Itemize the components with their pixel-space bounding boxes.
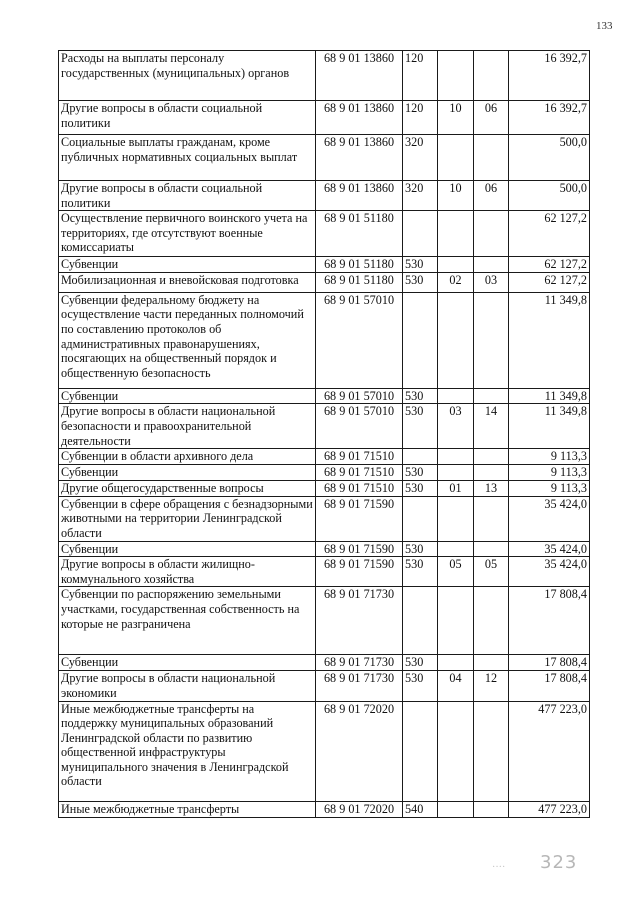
row-vr: 120 [403, 101, 438, 135]
row-rz [438, 51, 474, 101]
table-row [59, 272, 590, 292]
row-name: Другие общегосударственные вопросы [59, 480, 316, 496]
table-row [59, 101, 590, 135]
row-vr: 320 [403, 135, 438, 181]
row-code: 68 9 01 71590 [316, 557, 403, 587]
row-code: 68 9 01 57010 [316, 292, 403, 388]
row-name: Субвенции [59, 655, 316, 671]
row-code: 68 9 01 13860 [316, 101, 403, 135]
row-name: Субвенции федеральному бюджету на осуществление части переданных полномочий по составлению протоколов об административных правонарушениях, посягающих на общественный порядок и общественную безопасность [59, 292, 316, 388]
table-row [59, 388, 590, 404]
row-name: Субвенции [59, 464, 316, 480]
row-sum: 500,0 [509, 181, 590, 211]
stamp-mark: ···· [492, 862, 506, 873]
row-pr [474, 292, 509, 388]
row-code: 68 9 01 51180 [316, 272, 403, 292]
row-vr: 540 [403, 801, 438, 817]
row-sum: 477 223,0 [509, 801, 590, 817]
row-sum: 11 349,8 [509, 404, 590, 449]
row-sum: 17 808,4 [509, 587, 590, 655]
row-sum: 9 113,3 [509, 464, 590, 480]
row-name: Субвенции в области архивного дела [59, 449, 316, 465]
row-sum: 62 127,2 [509, 257, 590, 273]
row-name: Другие вопросы в области социальной политики [59, 181, 316, 211]
row-name: Субвенции по распоряжению земельными участками, государственная собственность на которые не разграничена [59, 587, 316, 655]
row-pr [474, 449, 509, 465]
row-sum: 35 424,0 [509, 541, 590, 557]
table-row [59, 404, 590, 449]
row-code: 68 9 01 71730 [316, 671, 403, 701]
row-pr [474, 388, 509, 404]
row-code: 68 9 01 51180 [316, 211, 403, 257]
row-vr: 530 [403, 557, 438, 587]
row-rz [438, 587, 474, 655]
table-row [59, 541, 590, 557]
table-row [59, 557, 590, 587]
row-pr: 12 [474, 671, 509, 701]
row-sum: 11 349,8 [509, 388, 590, 404]
row-rz [438, 292, 474, 388]
row-sum: 62 127,2 [509, 211, 590, 257]
row-vr: 530 [403, 541, 438, 557]
row-vr: 530 [403, 480, 438, 496]
row-vr: 530 [403, 257, 438, 273]
row-name: Иные межбюджетные трансферты на поддержку муниципальных образований Ленинградской области по развитию общественной инфраструктуры муниципального значения в Ленинградской области [59, 701, 316, 801]
row-name: Социальные выплаты гражданам, кроме публичных нормативных социальных выплат [59, 135, 316, 181]
row-sum: 500,0 [509, 135, 590, 181]
row-code: 68 9 01 71510 [316, 480, 403, 496]
row-code: 68 9 01 71590 [316, 496, 403, 541]
row-rz: 05 [438, 557, 474, 587]
table-row [59, 655, 590, 671]
row-name: Расходы на выплаты персоналу государственных (муниципальных) органов [59, 51, 316, 101]
row-name: Другие вопросы в области национальной экономики [59, 671, 316, 701]
row-sum: 11 349,8 [509, 292, 590, 388]
table-row [59, 496, 590, 541]
row-pr: 03 [474, 272, 509, 292]
row-vr: 530 [403, 464, 438, 480]
row-name: Субвенции [59, 388, 316, 404]
table-row [59, 464, 590, 480]
row-pr [474, 655, 509, 671]
row-pr [474, 257, 509, 273]
row-code: 68 9 01 51180 [316, 257, 403, 273]
row-rz: 04 [438, 671, 474, 701]
row-sum: 9 113,3 [509, 449, 590, 465]
row-name: Субвенции [59, 257, 316, 273]
table-row [59, 801, 590, 817]
budget-table [58, 50, 590, 818]
row-pr [474, 801, 509, 817]
row-rz [438, 701, 474, 801]
row-name: Субвенции в сфере обращения с безнадзорными животными на территории Ленинградской области [59, 496, 316, 541]
row-rz [438, 496, 474, 541]
row-rz [438, 655, 474, 671]
row-pr [474, 51, 509, 101]
row-sum: 477 223,0 [509, 701, 590, 801]
row-vr: 530 [403, 404, 438, 449]
row-pr: 06 [474, 101, 509, 135]
row-pr: 13 [474, 480, 509, 496]
row-code: 68 9 01 57010 [316, 404, 403, 449]
table-row [59, 701, 590, 801]
row-pr [474, 701, 509, 801]
row-rz [438, 449, 474, 465]
row-name: Субвенции [59, 541, 316, 557]
row-vr: 530 [403, 388, 438, 404]
row-code: 68 9 01 72020 [316, 801, 403, 817]
table-row [59, 181, 590, 211]
row-rz: 02 [438, 272, 474, 292]
row-rz [438, 211, 474, 257]
row-code: 68 9 01 71510 [316, 449, 403, 465]
row-rz: 10 [438, 181, 474, 211]
row-vr: 120 [403, 51, 438, 101]
row-pr [474, 496, 509, 541]
row-vr [403, 587, 438, 655]
row-name: Другие вопросы в области жилищно-коммунального хозяйства [59, 557, 316, 587]
row-pr [474, 135, 509, 181]
table-row [59, 449, 590, 465]
row-sum: 17 808,4 [509, 671, 590, 701]
row-sum: 62 127,2 [509, 272, 590, 292]
row-vr [403, 211, 438, 257]
row-vr: 530 [403, 272, 438, 292]
row-name: Мобилизационная и вневойсковая подготовка [59, 272, 316, 292]
row-vr [403, 292, 438, 388]
page-number: 133 [596, 20, 613, 32]
row-code: 68 9 01 13860 [316, 135, 403, 181]
table-row [59, 211, 590, 257]
row-sum: 35 424,0 [509, 557, 590, 587]
row-code: 68 9 01 71730 [316, 655, 403, 671]
row-code: 68 9 01 71510 [316, 464, 403, 480]
row-sum: 16 392,7 [509, 101, 590, 135]
table-row [59, 480, 590, 496]
table-row [59, 292, 590, 388]
table-row [59, 587, 590, 655]
row-sum: 17 808,4 [509, 655, 590, 671]
table-row [59, 671, 590, 701]
row-pr: 05 [474, 557, 509, 587]
row-vr: 530 [403, 655, 438, 671]
row-code: 68 9 01 57010 [316, 388, 403, 404]
row-sum: 9 113,3 [509, 480, 590, 496]
row-pr [474, 464, 509, 480]
row-vr [403, 701, 438, 801]
row-vr: 530 [403, 671, 438, 701]
row-rz: 01 [438, 480, 474, 496]
row-sum: 16 392,7 [509, 51, 590, 101]
row-code: 68 9 01 13860 [316, 51, 403, 101]
row-name: Другие вопросы в области социальной политики [59, 101, 316, 135]
row-vr: 320 [403, 181, 438, 211]
table-row [59, 135, 590, 181]
row-rz [438, 464, 474, 480]
row-rz [438, 801, 474, 817]
row-rz [438, 388, 474, 404]
row-code: 68 9 01 71590 [316, 541, 403, 557]
row-rz [438, 135, 474, 181]
row-rz [438, 257, 474, 273]
page-stamp: 323 [540, 852, 578, 873]
row-name: Иные межбюджетные трансферты [59, 801, 316, 817]
row-pr [474, 587, 509, 655]
row-pr [474, 211, 509, 257]
row-sum: 35 424,0 [509, 496, 590, 541]
row-vr [403, 449, 438, 465]
row-pr: 06 [474, 181, 509, 211]
row-name: Осуществление первичного воинского учета на территориях, где отсутствуют военные комиссариаты [59, 211, 316, 257]
row-pr: 14 [474, 404, 509, 449]
row-code: 68 9 01 13860 [316, 181, 403, 211]
row-code: 68 9 01 71730 [316, 587, 403, 655]
row-name: Другие вопросы в области национальной безопасности и правоохранительной деятельности [59, 404, 316, 449]
table-row [59, 51, 590, 101]
row-vr [403, 496, 438, 541]
row-pr [474, 541, 509, 557]
row-rz [438, 541, 474, 557]
table-row [59, 257, 590, 273]
row-rz: 10 [438, 101, 474, 135]
row-code: 68 9 01 72020 [316, 701, 403, 801]
row-rz: 03 [438, 404, 474, 449]
